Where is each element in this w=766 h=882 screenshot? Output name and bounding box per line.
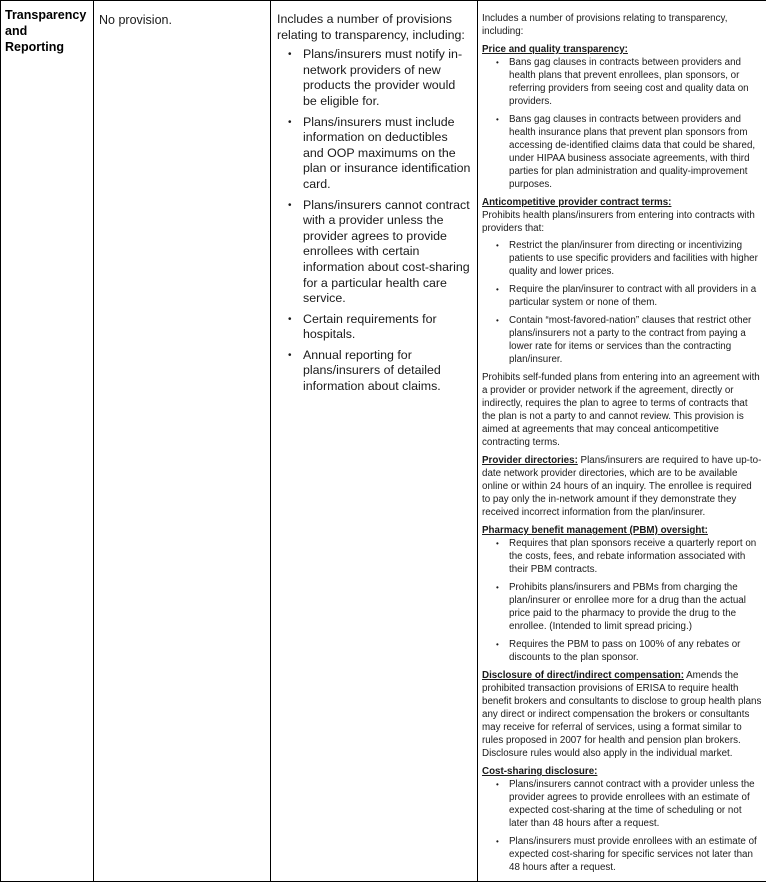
- column-4-cell: [478, 1, 766, 882]
- section-intro: Prohibits health plans/insurers from entering into contracts with providers that:: [482, 210, 755, 234]
- section-paragraph: Prohibits self-funded plans from entering into an agreement with a provider or provider network if the agreement, directly or indirectly, requires the plan to agree to terms of contracts that the plan is not a party to and cannot review. This provision is aimed at agreements that may conceal anticompetitive contracting terms.: [482, 372, 760, 448]
- section-heading: Provider directories:: [482, 455, 578, 466]
- no-provision-text: No provision.: [99, 13, 172, 27]
- list-item: • Annual reporting for plans/insurers of detailed information about claims.: [303, 348, 471, 395]
- list-item: • Bans gag clauses in contracts between providers and health insurance plans that prevent plan sponsors from accessing de-identified claims data that could be shared, under HIPAA business associate agreements, with third parties for plan administration and quality-improvement purposes.: [509, 113, 762, 191]
- section-list: [482, 239, 762, 366]
- section-heading: Cost-sharing disclosure:: [482, 766, 598, 777]
- list-item: • Plans/insurers cannot contract with a provider unless the provider agrees to provide enrollees with an estimate of expected cost-sharing at the time of scheduling or not later than 48 hours after a request.: [509, 778, 762, 830]
- list-item: • Plans/insurers must provide enrollees with an estimate of expected cost-sharing for specific services not later than 48 hours after a request.: [509, 835, 762, 874]
- list-item: • Prohibits plans/insurers and PBMs from charging the plan/insurer or enrollee more for a drug than the actual price paid to the pharmacy to provide the drug to the enrollee. (Intended to limit spread pricing.): [509, 581, 762, 633]
- list-item: • Plans/insurers cannot contract with a provider unless the provider agrees to provide enrollees with certain information about cost-sharing for a particular health care service.: [303, 198, 471, 307]
- list-item: • Certain requirements for hospitals.: [303, 312, 471, 343]
- list-item: • Requires the PBM to pass on 100% of any rebates or discounts to the plan sponsor.: [509, 638, 762, 664]
- section-list: [482, 778, 762, 874]
- table-row: [1, 1, 766, 882]
- list-item: • Bans gag clauses in contracts between providers and health plans that prevent enrollees, plan sponsors, or referring providers from seeing cost and quality data on providers.: [509, 56, 762, 108]
- row-label: Transparency and Reporting: [5, 8, 87, 54]
- list-item: • Plans/insurers must include information on deductibles and OOP maximums on the plan or insurance identification card.: [303, 115, 471, 193]
- section-pbm-oversight: [482, 524, 762, 664]
- column-2-cell: [94, 1, 271, 882]
- list-item: • Contain “most-favored-nation” clauses that restrict other plans/insurers not a party to the contract from paying a lower rate for items or services than the contracting plan/insurer.: [509, 314, 762, 366]
- list-item: • Requires that plan sponsors receive a quarterly report on the costs, fees, and rebate information associated with their PBM contracts.: [509, 537, 762, 576]
- section-text: Plans/insurers are required to have up-to-date network provider directories, which are to be available online or within 24 hours of an inquiry. The enrollee is required to pay only the in-network amount if they demonstrate they received incorrect information from the plan/insurer.: [482, 455, 762, 518]
- section-cost-sharing: [482, 765, 762, 874]
- section-provider-directories: [482, 454, 762, 519]
- column-4-intro: Includes a number of provisions relating to transparency, including:: [482, 13, 728, 37]
- section-list: [482, 537, 762, 664]
- section-heading: Disclosure of direct/indirect compensation:: [482, 670, 684, 681]
- column-3-list: [277, 47, 471, 394]
- list-item: • Plans/insurers must notify in-network providers of new products the provider would be eligible for.: [303, 47, 471, 109]
- list-item: • Restrict the plan/insurer from directing or incentivizing patients to use specific providers and facilities with higher quality and lower prices.: [509, 239, 762, 278]
- section-list: [482, 56, 762, 191]
- row-label-cell: [1, 1, 94, 882]
- list-item: • Require the plan/insurer to contract with all providers in a particular system or none of them.: [509, 283, 762, 309]
- section-anticompetitive: [482, 196, 762, 449]
- column-3-intro: Includes a number of provisions relating to transparency, including:: [277, 12, 465, 42]
- section-heading: Pharmacy benefit management (PBM) oversight:: [482, 525, 708, 536]
- section-price-quality: [482, 43, 762, 191]
- section-compensation-disclosure: [482, 669, 762, 760]
- section-text: Amends the prohibited transaction provisions of ERISA to require health benefit brokers and consultants to disclose to group health plans any direct or indirect compensation the brokers or consultants may receive for referral of services, using a format similar to rules proposed in 2007 for health and pension plan brokers. Disclosure rules would also apply in the individual market.: [482, 670, 762, 759]
- column-3-cell: [271, 1, 478, 882]
- section-heading: Anticompetitive provider contract terms:: [482, 197, 672, 208]
- section-heading: Price and quality transparency:: [482, 44, 628, 55]
